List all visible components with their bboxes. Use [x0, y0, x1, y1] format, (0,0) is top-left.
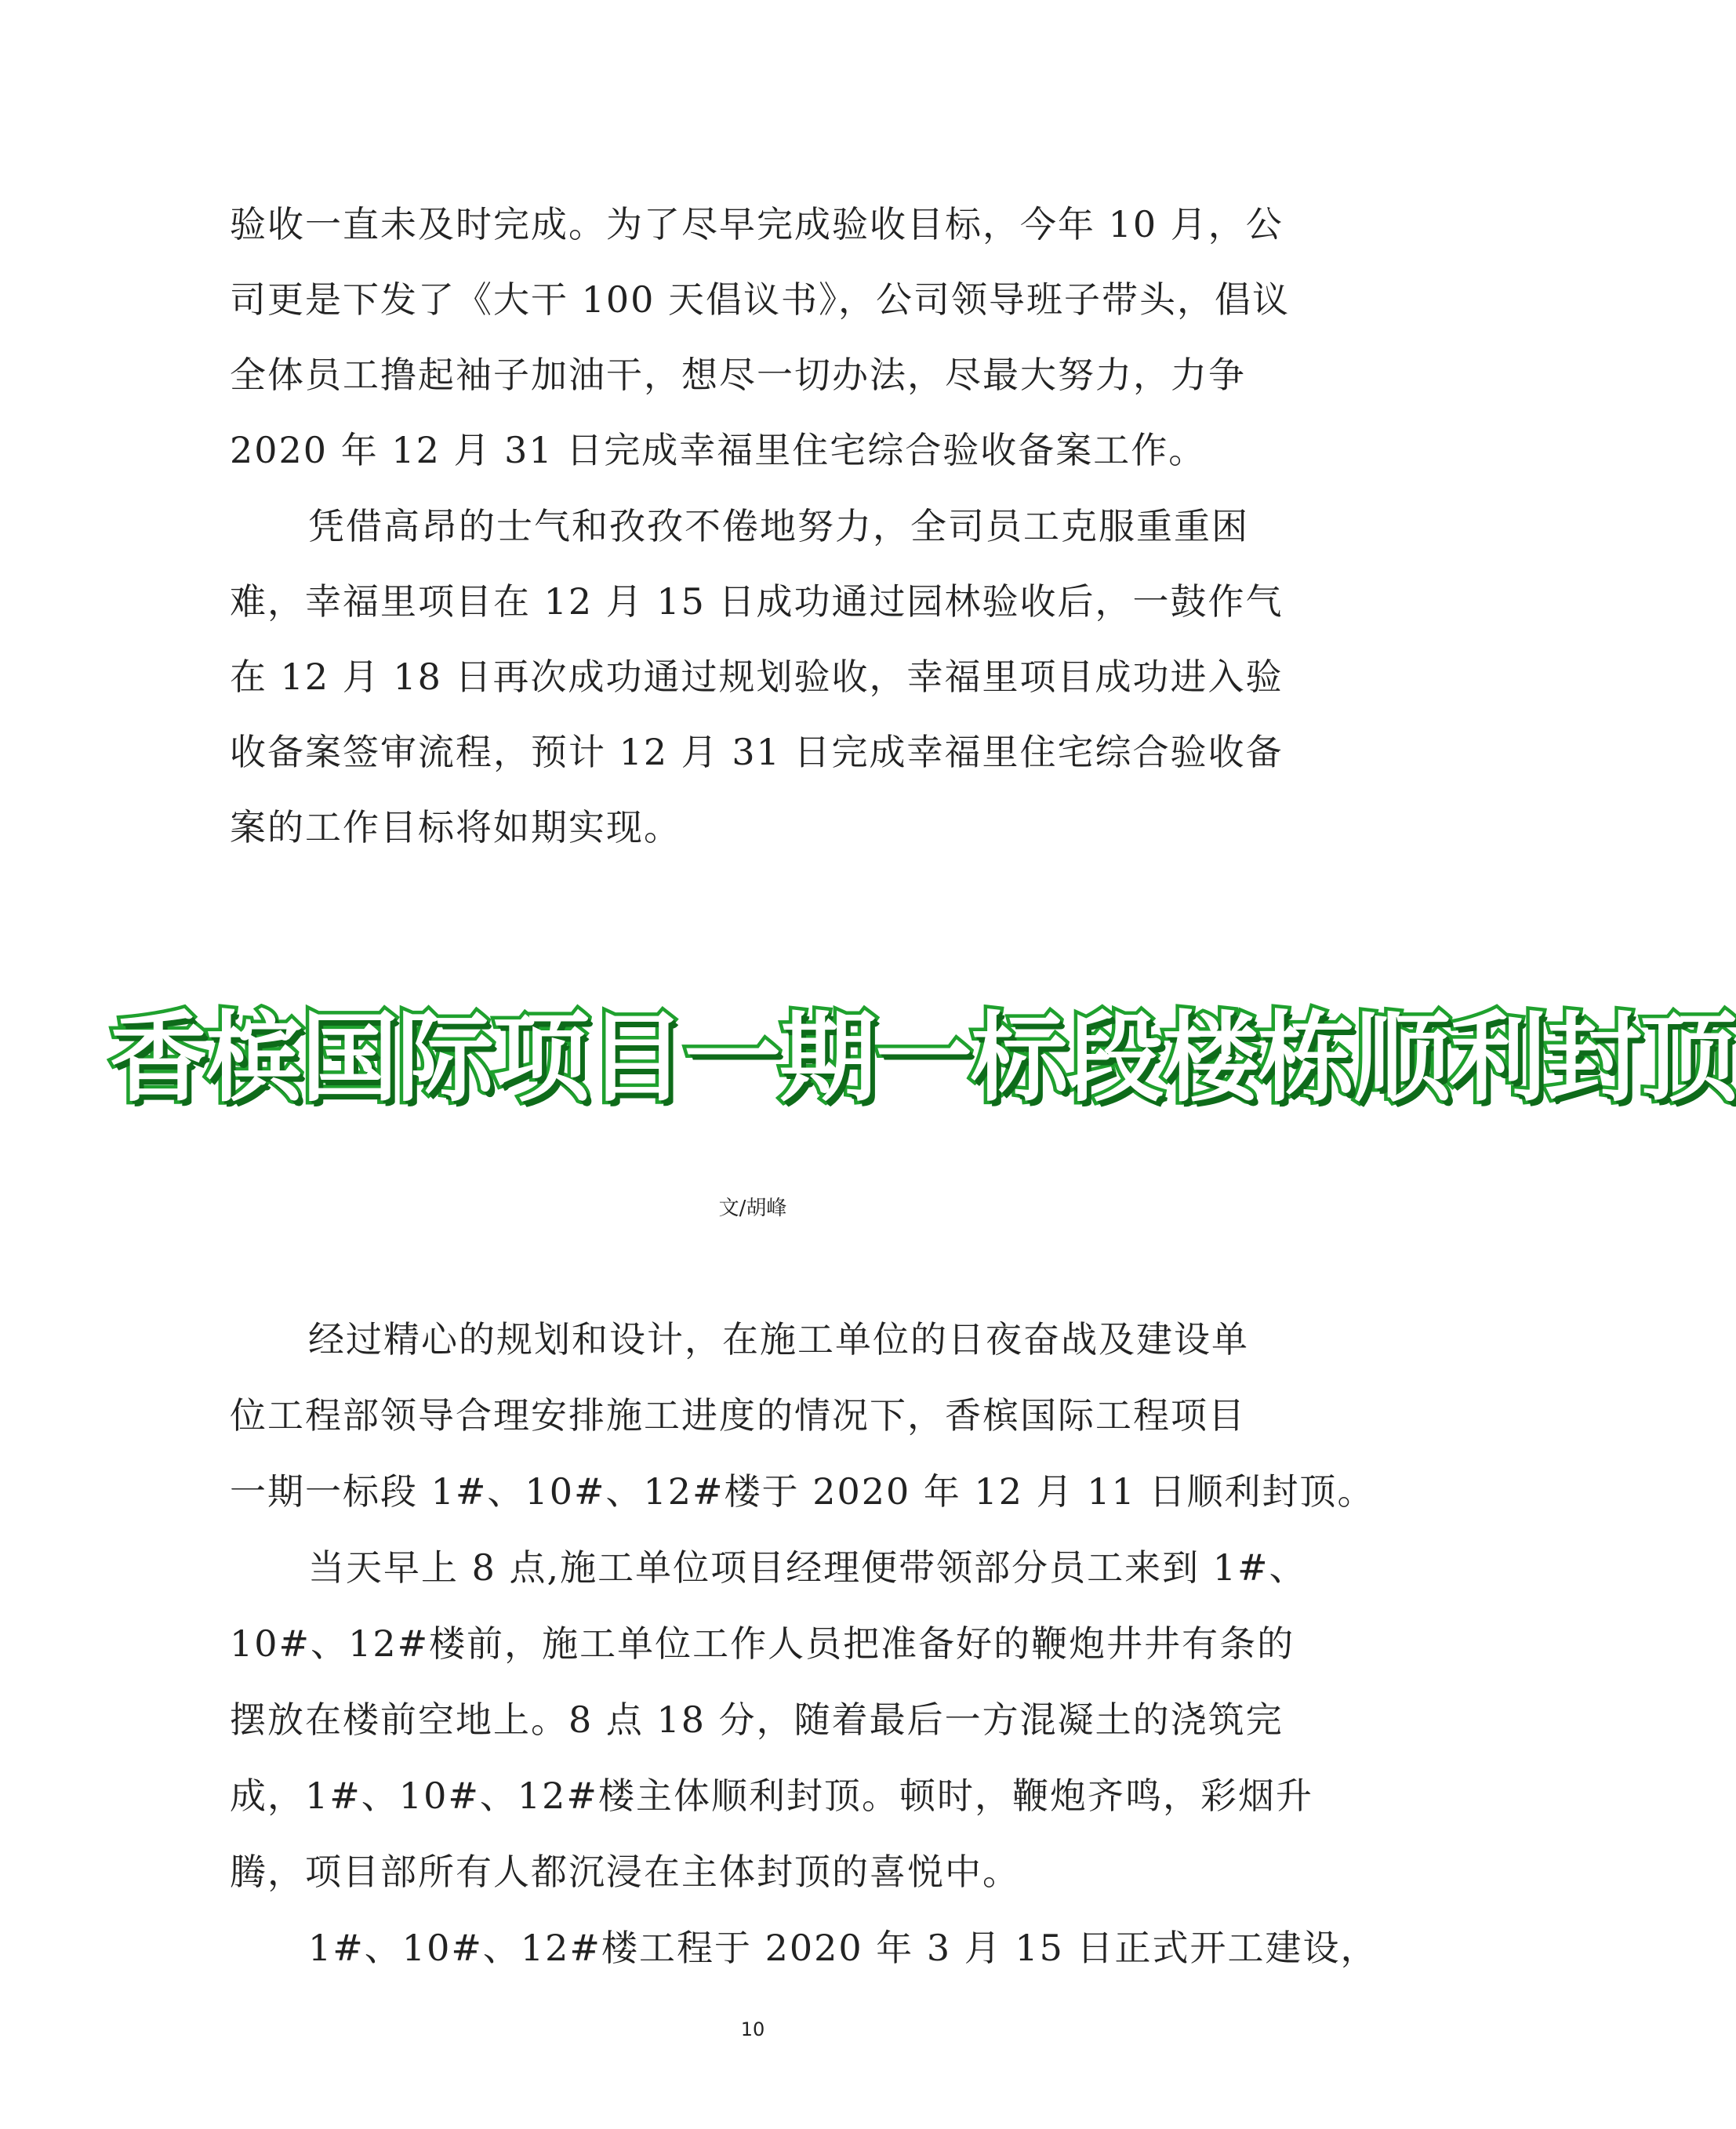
article-headline: 香槟国际项目一期一标段楼栋顺利封顶	[110, 1002, 1736, 1115]
text-line: 司更是下发了《大干 100 天倡议书》，公司领导班子带头，倡议	[230, 278, 1291, 321]
text-line: 全体员工撸起袖子加油干，想尽一切办法，尽最大努力，力争	[230, 354, 1246, 396]
text-line: 当天早上 8 点,施工单位项目经理便带领部分员工来到 1#、	[308, 1546, 1307, 1589]
text-line: 位工程部领导合理安排施工进度的情况下，香槟国际工程项目	[230, 1394, 1246, 1437]
text-line: 一期一标段 1#、10#、12#楼于 2020 年 12 月 11 日顺利封顶。	[230, 1470, 1375, 1513]
text-line: 成，1#、10#、12#楼主体顺利封顶。顿时，鞭炮齐鸣，彩烟升	[230, 1775, 1313, 1817]
text-line: 验收一直未及时完成。为了尽早完成验收目标，今年 10 月，公	[230, 203, 1284, 245]
text-line: 案的工作目标将如期实现。	[230, 806, 681, 848]
text-line: 经过精心的规划和设计，在施工单位的日夜奋战及建设单	[308, 1318, 1249, 1361]
text-line: 摆放在楼前空地上。8 点 18 分，随着最后一方混凝土的浇筑完	[230, 1698, 1284, 1741]
article-byline: 文/胡峰	[718, 1197, 787, 1220]
text-line: 2020 年 12 月 31 日完成幸福里住宅综合验收备案工作。	[230, 429, 1207, 471]
text-line: 腾，项目部所有人都沉浸在主体封顶的喜悦中。	[230, 1851, 1020, 1893]
text-line: 10#、12#楼前，施工单位工作人员把准备好的鞭炮井井有条的	[230, 1622, 1295, 1665]
text-line: 收备案签审流程，预计 12 月 31 日完成幸福里住宅综合验收备	[230, 731, 1284, 773]
text-line: 难，幸福里项目在 12 月 15 日成功通过园林验收后，一鼓作气	[230, 580, 1284, 623]
section-1-text	[230, 187, 1327, 848]
text-line: 凭借高昂的士气和孜孜不倦地努力，全司员工克服重重困	[308, 505, 1249, 547]
text-line: 1#、10#、12#楼工程于 2020 年 3 月 15 日正式开工建设，	[308, 1927, 1378, 1969]
text-line: 在 12 月 18 日再次成功通过规划验收，幸福里项目成功进入验	[230, 656, 1284, 698]
page-number: 10	[740, 2018, 765, 2040]
section-2-text	[230, 1302, 1378, 1992]
